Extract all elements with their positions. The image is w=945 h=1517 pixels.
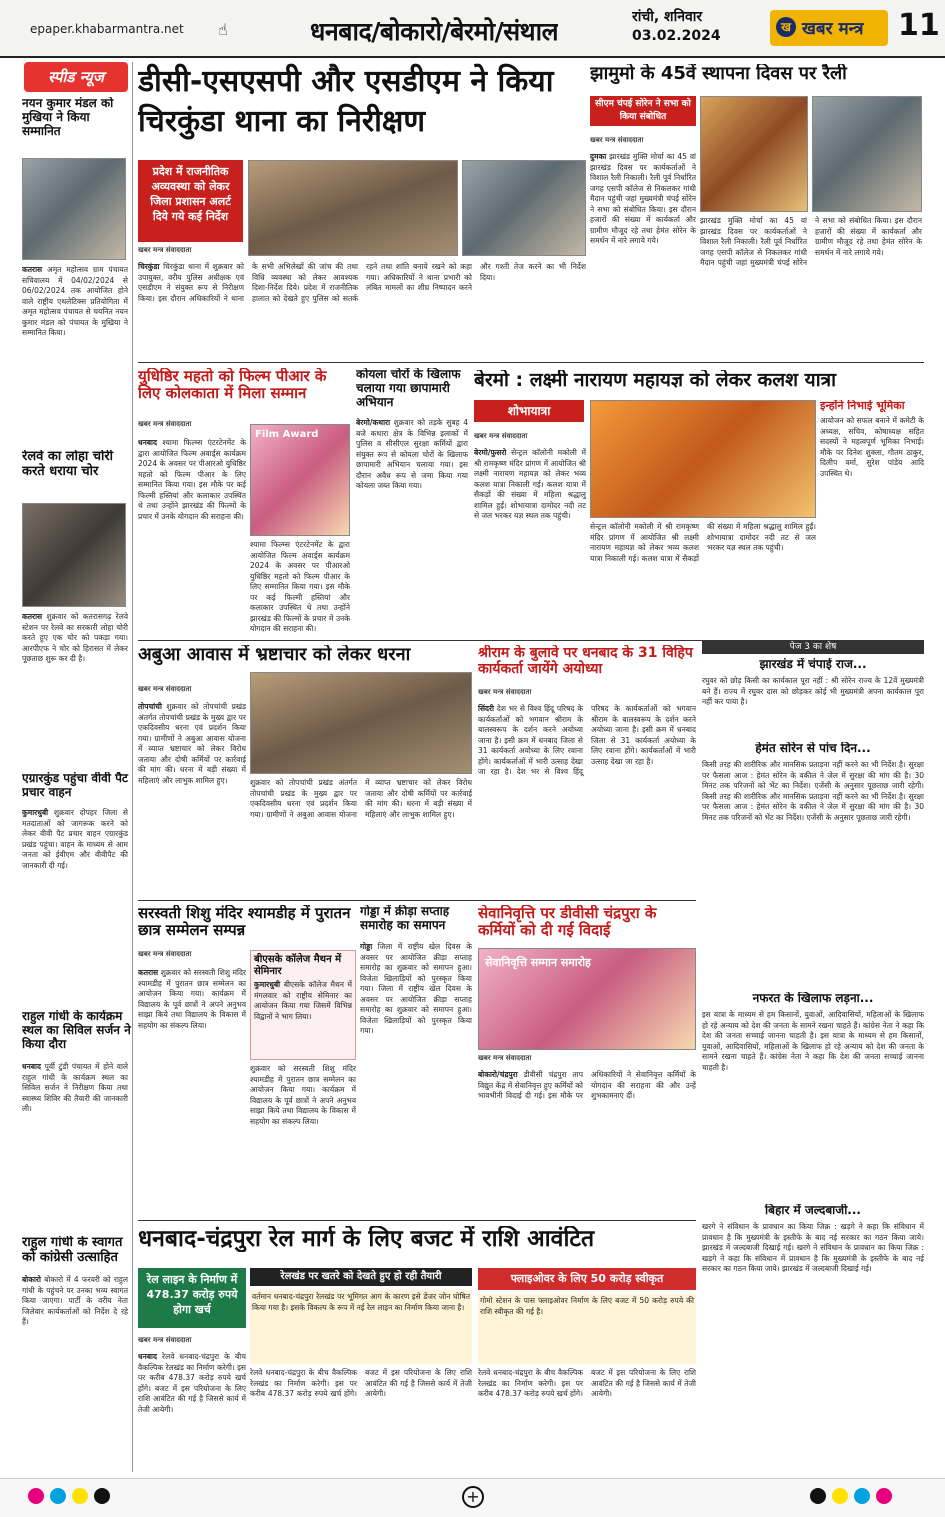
rail-box1: रेल लाइन के निर्माण में 478.37 करोड़ रुपये होगा खर्च bbox=[138, 1268, 246, 1328]
page-number: 11 bbox=[898, 8, 940, 43]
jharkhand-head4: बिहार में जल्दबाजी... bbox=[765, 1204, 861, 1217]
site-url[interactable]: epaper.khabarmantra.net bbox=[30, 22, 184, 36]
abua-photo bbox=[250, 672, 472, 774]
brand-logo[interactable] bbox=[770, 10, 888, 46]
issue-date bbox=[632, 8, 721, 46]
speed-item2-photo bbox=[22, 503, 126, 607]
saraswati-body: कतरास शुक्रवार को सरस्वती शिशु मंदिर श्यामडीह में पुरातन छात्र सम्मेलन का आयोजन किया गया। कार्यक्रम में विद्यालय के पूर्व छात्रों ने अपने अनुभव साझा किये तथा विद्यालय के विकास में सहयोग का संकल्प लिया। bbox=[138, 968, 246, 1030]
registration-crosshair-icon: + bbox=[462, 1486, 484, 1508]
yudhishthir-headline: युधिष्ठिर महतो को फिल्म पीआर के लिए कोलकाता में मिला सम्मान bbox=[138, 368, 327, 403]
yudhishthir-body: धनबाद श्यामा फिल्म्स एंटरटेनमेंट के द्वारा आयोजित फिल्म अवार्ड्स कार्यक्रम 2024 के अवसर पर पीआरओ युधिष्ठिर महतो को फिल्म पीआर के लिए सम्मानित किया गया। इस मौके पर कई फिल्मी हस्तियां और कलाकार उपस्थित थे तथा उन्होंने झारखंड की फिल्मों के प्रचार में उनके योगदान की सराहना की। bbox=[138, 438, 246, 521]
continued-strip bbox=[702, 640, 924, 654]
abua-headline: अबुआ आवास में भ्रष्टाचार को लेकर धरना bbox=[138, 645, 411, 665]
lead-photo-2 bbox=[462, 160, 586, 256]
dvc-byline: खबर मन्त्र संवाददाता bbox=[478, 1054, 532, 1062]
column-divider bbox=[132, 62, 133, 1472]
jharkhand-body3: इस यात्रा के माध्यम से हम किसानों, युवाओं, आदिवासियों, महिलाओं के खिलाफ हो रहे अन्याय को देश की जनता के सामने रखना चाहते हैं। कांग्रेस नेता ने कहा कि देश की जनता सच्चाई जानना चाहती है। इस यात्रा के माध्यम से हम किसानों, युवाओं, आदिवासियों, महिलाओं के खिलाफ हो रहे अन्याय को देश की जनता के सामने रखना चाहते हैं। कांग्रेस नेता ने कहा कि देश की जनता सच्चाई जानना चाहती है। bbox=[702, 1010, 924, 1072]
yudhishthir-body-cont: श्यामा फिल्म्स एंटरटेनमेंट के द्वारा आयोजित फिल्म अवार्ड्स कार्यक्रम 2024 के अवसर पर पीआरओ युधिष्ठिर महतो को फिल्म पीआर के लिए सम्मानित किया गया। इस मौके पर कई फिल्मी हस्तियां और कलाकार उपस्थित थे तथा उन्होंने झारखंड की फिल्मों के प्रचार में उनके योगदान की सराहना की। bbox=[250, 540, 350, 633]
jmm-body: दुमका झारखंड मुक्ति मोर्चा का 45 वां झारखंड दिवस पर कार्यकर्ताओं ने विशाल रैली निकाली। रैली पूर्व निर्धारित जगह एसपी कॉलेज से निकलकर गांधी मैदान पहुंची जहां मुख्यमंत्री चंपई सोरेन ने सभा को संबोधित किया। इस दौरान हजारों की संख्या में कार्यकर्ता और ग्रामीण मौजूद रहे तथा हेमंत सोरेन के समर्थन में नारे लगाये गये। bbox=[590, 152, 696, 245]
section-rule-3 bbox=[138, 900, 696, 901]
jmm-body-cont: झारखंड मुक्ति मोर्चा का 45 वां झारखंड दिवस पर कार्यकर्ताओं ने विशाल रैली निकाली। रैली पूर्व निर्धारित जगह एसपी कॉलेज से निकलकर गांधी मैदान पहुंची जहां मुख्यमंत्री चंपई सोरेन ने सभा को संबोधित किया। इस दौरान हजारों की संख्या में कार्यकर्ता और ग्रामीण मौजूद रहे तथा हेमंत सोरेन के समर्थन में नारे लगाये गये। bbox=[700, 216, 922, 267]
abua-byline: खबर मन्त्र संवाददाता bbox=[138, 685, 192, 693]
speed-item4-body: धनबाद पूर्वी टुंडी पंचायत में होने वाले राहुल गांधी के कार्यक्रम स्थल का सिविल सर्जन ने निरीक्षण किया तथा स्वास्थ्य शिविर की तैयारी की जानकारी ली। bbox=[22, 1062, 128, 1113]
jharkhand-body4: खरगे ने संविधान के प्रावधान का किया जिक्र : खड़गे ने कहा कि संविधान में प्रावधान है कि मुख्यमंत्री के इस्तीफे के बाद नई सरकार का गठन किया जाये। झारखंड में जल्दबाजी दिखाई गई। खरगे ने संविधान के प्रावधान का किया जिक्र : खड़गे ने कहा कि संविधान में प्रावधान है कि मुख्यमंत्री के इस्तीफे के बाद नई सरकार का गठन किया जाये। झारखंड में जल्दबाजी दिखाई गई। bbox=[702, 1222, 924, 1273]
logo-mark-icon: ख bbox=[776, 17, 796, 37]
seminar-box bbox=[250, 950, 356, 1060]
section-rule bbox=[138, 362, 924, 363]
speed-item2-title: रेलवे का लोहा चोरी करते धराया चोर bbox=[22, 450, 114, 479]
saraswati-headline: सरस्वती शिशु मंदिर श्यामडीह में पुरातन छात्र सम्मेलन सम्पन्न bbox=[138, 905, 351, 940]
laxmi-photo bbox=[590, 400, 816, 518]
rail-body-cont: रेलवे धनबाद-चंद्रपुरा के बीच वैकल्पिक रेलखंड का निर्माण करेगी। इस पर करीब 478.37 करोड़ रुपये खर्च होंगे। बजट में इस परियोजना के लिए राशि आवंटित की गई है जिससे कार्य में तेजी आयेगी। bbox=[250, 1368, 472, 1398]
city-day: रांची, शनिवार bbox=[632, 9, 703, 25]
logo-text: खबर मन्त्र bbox=[802, 19, 864, 39]
section-rule-4 bbox=[138, 1220, 696, 1221]
speed-news-label: स्पीड न्यूज bbox=[48, 68, 104, 86]
yudhishthir-byline: खबर मन्त्र संवाददाता bbox=[138, 420, 192, 428]
color-registration-left bbox=[28, 1488, 148, 1506]
dvc-headline: सेवानिवृत्ति पर डीवीसी चंद्रपुरा के कर्मियों को दी गई विदाई bbox=[478, 905, 657, 940]
rail-body-cont-2: रेलवे धनबाद-चंद्रपुरा के बीच वैकल्पिक रेलखंड का निर्माण करेगी। इस पर करीब 478.37 करोड़ रुपये खर्च होंगे। बजट में इस परियोजना के लिए राशि आवंटित की गई है जिससे कार्य में तेजी आयेगी। bbox=[478, 1368, 696, 1398]
speed-item1-title: नयन कुमार मंडल को मुखिया ने किया सम्मानित bbox=[22, 97, 114, 138]
rail-box3-body: गोमो स्टेशन के पास फ्लाइओवर निर्माण के लिए बजट में 50 करोड़ रुपये की राशि स्वीकृत की गई है। bbox=[478, 1294, 696, 1364]
dvc-banner-text: सेवानिवृत्ति सम्मान समारोह bbox=[485, 956, 591, 969]
seminar-title: बीएसके कॉलेज मैथन में सेमिनार bbox=[254, 954, 342, 977]
laxmi-tag: शोभायात्रा bbox=[474, 400, 584, 422]
laxmi-body-cont: सेन्ट्रल कॉलोनी मकोली में श्री रामकृष्ण मंदिर प्रांगण में आयोजित श्री लक्ष्मी नारायण महायज्ञ को लेकर भव्य कलश यात्रा निकाली गई। कलश यात्रा में सैकड़ों की संख्या में महिला श्रद्धालु शामिल हुईं। शोभायात्रा दामोदर नदी तट से जल भरकर यज्ञ स्थल तक पहुंची। bbox=[590, 522, 816, 563]
jharkhand-head1: झारखंड में चंपाई राज... bbox=[759, 658, 867, 671]
rail-box3: फ्लाइओवर के लिए 50 करोड़ स्वीकृत bbox=[478, 1268, 696, 1290]
yudhishthir-photo bbox=[250, 424, 350, 536]
lead-headline: डीसी-एसएसपी और एसडीएम ने किया चिरकुंडा थाना का निरीक्षण bbox=[138, 64, 554, 139]
rail-byline: खबर मन्त्र संवाददाता bbox=[138, 1336, 192, 1344]
jmm-headline: झामुमो के 45वें स्थापना दिवस पर रैली bbox=[590, 64, 847, 84]
speed-item3-title: एग्रारकुंड पहुंचा वीवी पैट प्रचार वाहन bbox=[22, 772, 128, 799]
continued-label: पेज 3 का शेष bbox=[789, 642, 837, 652]
speed-item4-title: राहुल गांधी के कार्यक्रम स्थल का सिविल सर्जन ने किया दौरा bbox=[22, 1010, 131, 1051]
saraswati-byline: खबर मन्त्र संवाददाता bbox=[138, 950, 192, 958]
speed-item1-photo bbox=[22, 158, 126, 260]
abua-body-cont: शुक्रवार को तोपचांची प्रखंड अंतर्गत तोपचांची प्रखंड के मुख्य द्वार पर एकदिवसीय धरना एवं प्रदर्शन किया गया। ग्रामीणों ने अबुआ आवास योजना में व्याप्त भ्रष्टाचार को लेकर विरोध जताया और दोषी कर्मियों पर कार्रवाई की मांग की। धरना में बड़ी संख्या में महिलाएं और लाभुक शामिल हुए। bbox=[250, 778, 472, 819]
rail-headline: धनबाद-चंद्रपुरा रेल मार्ग के लिए बजट में राशि आवंटित bbox=[138, 1226, 595, 1252]
jharkhand-body2: किसी तरह की शारीरिक और मानसिक प्रताड़ना नहीं करने का भी निर्देश है। सुरक्षा पर फैसला आज : हेमंत सोरेन के वकील ने जेल में सुरक्षा की मांग की है। 30 मिनट तक परिजनों को भेंट का निर्देश। एजेंसी के अनुसार पूछताछ जारी रहेगी। किसी तरह की शारीरिक और मानसिक प्रताड़ना नहीं करने का भी निर्देश है। सुरक्षा पर फैसला आज : हेमंत सोरेन के वकील ने जेल में सुरक्षा की मांग की है। 30 मिनट तक परिजनों को भेंट का निर्देश। एजेंसी के अनुसार पूछताछ जारी रहेगी। bbox=[702, 760, 924, 822]
dvc-body: बोकारो/चंद्रपुरा डीवीसी चंद्रपुरा ताप विद्युत केंद्र में सेवानिवृत्त हुए कर्मियों को भावभीनी विदाई दी गई। इस मौके पर अधिकारियों ने सेवानिवृत्त कर्मियों के योगदान की सराहना की और उन्हें शुभकामनाएं दीं। bbox=[478, 1070, 696, 1100]
jharkhand-head3: नफरत के खिलाफ लड़ना... bbox=[752, 992, 874, 1005]
godda-headline: गोड्डा में क्रीड़ा सप्ताह समारोह का समापन bbox=[360, 905, 450, 932]
edition-title: धनबाद/बोकारो/बेरमो/संथाल bbox=[310, 17, 559, 46]
speed-item2-body: कतरास शुक्रवार को कतरासगढ़ रेलवे स्टेशन पर रेलवे का सरकारी लोहा चोरी करते हुए एक चोर को पकड़ा गया। आरपीएफ ने चोर को हिरासत में लेकर पूछताछ शुरू कर दी है। bbox=[22, 612, 128, 663]
coal-headline: कोयला चोरों के खिलाफ चलाया गया छापामारी अभियान bbox=[356, 368, 461, 409]
coal-body: बेरमो/कथारा शुक्रवार को तड़के सुबह 4 बजे कथारा क्षेत्र के विभिन्न इलाकों में पुलिस व सीसीएल सुरक्षा कर्मियों द्वारा संयुक्त रूप से कोयला चोरों के खिलाफ छापामारी अभियान चलाया गया। इस दौरान अवैध रूप से जमा किया गया कोयला जब्त किया गया। bbox=[356, 418, 468, 490]
lead-body: चिरकुंडा चिरकुंडा थाना में शुक्रवार को उपायुक्त, वरीय पुलिस अधीक्षक एवं एसडीएम ने संयुक्त रूप से निरीक्षण किया। इस दौरान अधिकारियों ने थाना के सभी अभिलेखों की जांच की तथा विधि व्यवस्था को लेकर आवश्यक दिशा-निर्देश दिये। प्रदेश में राजनीतिक हालात को देखते हुए पुलिस को सतर्क रहने तथा शांति बनाये रखने को कहा गया। अधिकारियों ने थाना प्रभारी को लंबित मामलों का शीघ्र निष्पादन करने और गश्ती तेज करने का भी निर्देश दिया। bbox=[138, 262, 586, 303]
rail-body: धनबाद रेलवे धनबाद-चंद्रपुरा के बीच वैकल्पिक रेलखंड का निर्माण करेगी। इस पर करीब 478.37 करोड़ रुपये खर्च होंगे। बजट में इस परियोजना के लिए राशि आवंटित की गई है जिससे कार्य में तेजी आयेगी। bbox=[138, 1352, 246, 1414]
speed-item5-title: राहुल गांधी के स्वागत को कांग्रेसी उत्साहित bbox=[22, 1236, 123, 1265]
ayodhya-byline: खबर मन्त्र संवाददाता bbox=[478, 688, 532, 696]
rail-box2: रेलखंड पर खतरे को देखते हुए हो रही तैयारी bbox=[250, 1268, 472, 1286]
jmm-photo-1 bbox=[700, 96, 808, 212]
laxmi-headline: बेरमो : लक्ष्मी नारायण महायज्ञ को लेकर कलश यात्रा bbox=[474, 370, 837, 391]
dvc-photo bbox=[478, 948, 696, 1050]
seminar-body: कुमारधुबी बीएसके कॉलेज मैथन में मंगलवार को राष्ट्रीय सेमिनार का आयोजन किया गया जिसमें विभिन्न विद्वानों ने भाग लिया। bbox=[254, 980, 352, 1021]
laxmi-body: बेरमो/फुसरो सेन्ट्रल कॉलोनी मकोली में श्री रामकृष्ण मंदिर प्रांगण में आयोजित श्री लक्ष्मी नारायण महायज्ञ को लेकर भव्य कलश यात्रा निकाली गई। कलश यात्रा में सैकड़ों की संख्या में महिला श्रद्धालु शामिल हुईं। शोभायात्रा दामोदर नदी तट से जल भरकर यज्ञ स्थल तक पहुंची। bbox=[474, 448, 586, 520]
laxmi-side-body: आयोजन को सफल बनाने में कमेटी के अध्यक्ष, सचिव, कोषाध्यक्ष सहित सदस्यों ने महत्वपूर्ण भूमिका निभाई। मौके पर दिनेश शुक्ला, गौतम ठाकुर, दिलीप वर्मा, सुरेश पांडेय आदि उपस्थित थे। bbox=[820, 416, 924, 478]
jmm-deck: सीएम चंपई सोरेन ने सभा को किया संबोधित bbox=[590, 96, 696, 126]
lead-deck: प्रदेश में राजनीतिक अव्यवस्था को लेकर जिला प्रशासन अलर्ट दिये गये कई निर्देश bbox=[138, 160, 243, 242]
lead-byline: खबर मन्त्र संवाददाता bbox=[138, 246, 192, 254]
godda-body: गोड्डा जिला में राष्ट्रीय खेल दिवस के अवसर पर आयोजित क्रीड़ा सप्ताह समारोह का शुक्रवार को समापन हुआ। विजेता खिलाड़ियों को पुरस्कृत किया गया। जिला में राष्ट्रीय खेल दिवस के अवसर पर आयोजित क्रीड़ा सप्ताह समारोह का शुक्रवार को समापन हुआ। विजेता खिलाड़ियों को पुरस्कृत किया गया। bbox=[360, 942, 472, 1035]
jmm-photo-2 bbox=[812, 96, 922, 212]
abua-body: तोपचांची शुक्रवार को तोपचांची प्रखंड अंतर्गत तोपचांची प्रखंड के मुख्य द्वार पर एकदिवसीय धरना एवं प्रदर्शन किया गया। ग्रामीणों ने अबुआ आवास योजना में व्याप्त भ्रष्टाचार को लेकर विरोध जताया और दोषी कर्मियों पर कार्रवाई की मांग की। धरना में बड़ी संख्या में महिलाएं और लाभुक शामिल हुए। bbox=[138, 702, 246, 785]
speed-news-badge bbox=[24, 62, 128, 92]
speed-item5-body: बोकारो बोकारो में 4 फरवरी को राहुल गांधी के पहुंचने पर उनका भव्य स्वागत किया जाएगा। पार्टी के वरीय नेता जिलेवार कार्यकर्ताओं को निर्देश दे रहे हैं। bbox=[22, 1275, 128, 1326]
laxmi-side-title: इन्होंने निभाई भूमिका bbox=[820, 400, 905, 412]
laxmi-byline: खबर मन्त्र संवाददाता bbox=[474, 432, 528, 440]
jharkhand-head2: हेमंत सोरेन से पांच दिन... bbox=[755, 742, 871, 755]
speed-item1-body: कतरास अमृत महोत्सव ग्राम पंचायत सचिवालय में 04/02/2024 से 06/02/2024 तक आयोजित होने वाले राष्ट्रीय एथलेटिक्स प्रतियोगिता में अमृत महोत्सव पंचायत से चयनित नयन कुमार मंडल को पंचायत के मुखिया ने सम्मानित किया। bbox=[22, 265, 128, 337]
color-registration-right bbox=[810, 1488, 930, 1506]
award-banner-text: Film Award bbox=[255, 429, 319, 440]
jmm-byline: खबर मन्त्र संवाददाता bbox=[590, 136, 644, 144]
ayodhya-headline: श्रीराम के बुलावे पर धनबाद के 31 विहिप कार्यकर्ता जायेंगे अयोध्या bbox=[478, 645, 693, 678]
saraswati-body-cont: शुक्रवार को सरस्वती शिशु मंदिर श्यामडीह में पुरातन छात्र सम्मेलन का आयोजन किया गया। कार्यक्रम में विद्यालय के पूर्व छात्रों ने अपने अनुभव साझा किये तथा विद्यालय के विकास में सहयोग का संकल्प लिया। bbox=[250, 1064, 356, 1126]
speed-item3-body: कुमारधुबी शुक्रवार दोपहर जिला से मतदाताओं को जागरूक करने को लेकर वीवी पैट प्रचार वाहन एग्रारकुंड प्रखंड पहुंचा। वाहन के माध्यम से आम जनता को ईवीएम और वीवीपैट की जानकारी दी गई। bbox=[22, 808, 128, 870]
cursor-icon: ☝ bbox=[218, 20, 228, 39]
date: 03.02.2024 bbox=[632, 28, 721, 44]
ayodhya-body: सिंदरी देश भर से विश्व हिंदू परिषद के कार्यकर्ताओं को भगवान श्रीराम के बालस्वरूप के दर्शन करने अयोध्या जाना है। इसी क्रम में धनबाद जिला से 31 कार्यकर्ता अयोध्या के लिए रवाना होंगे। कार्यकर्ताओं में भारी उत्साह देखा जा रहा है। देश भर से विश्व हिंदू परिषद के कार्यकर्ताओं को भगवान श्रीराम के बालस्वरूप के दर्शन करने अयोध्या जाना है। इसी क्रम में धनबाद जिला से 31 कार्यकर्ता अयोध्या के लिए रवाना होंगे। कार्यकर्ताओं में भारी उत्साह देखा जा रहा है। bbox=[478, 704, 696, 776]
rail-box2-body: वर्तमान धनबाद-चंद्रपुरा रेलखंड पर भूमिगत आग के कारण इसे डेंजर जोन घोषित किया गया है। इसके विकल्प के रूप में नई रेल लाइन का निर्माण किया जाना है। bbox=[250, 1290, 472, 1364]
jharkhand-body1: रघुवर को छोड़ किसी का कार्यकाल पूरा नहीं : श्री सोरेन राज्य के 12वें मुख्यमंत्री बने हैं। राज्य में रघुवर दास को छोड़कर कोई भी मुख्यमंत्री अपना कार्यकाल पूरा नहीं कर पाया है। bbox=[702, 676, 924, 706]
lead-photo-1 bbox=[248, 160, 458, 256]
